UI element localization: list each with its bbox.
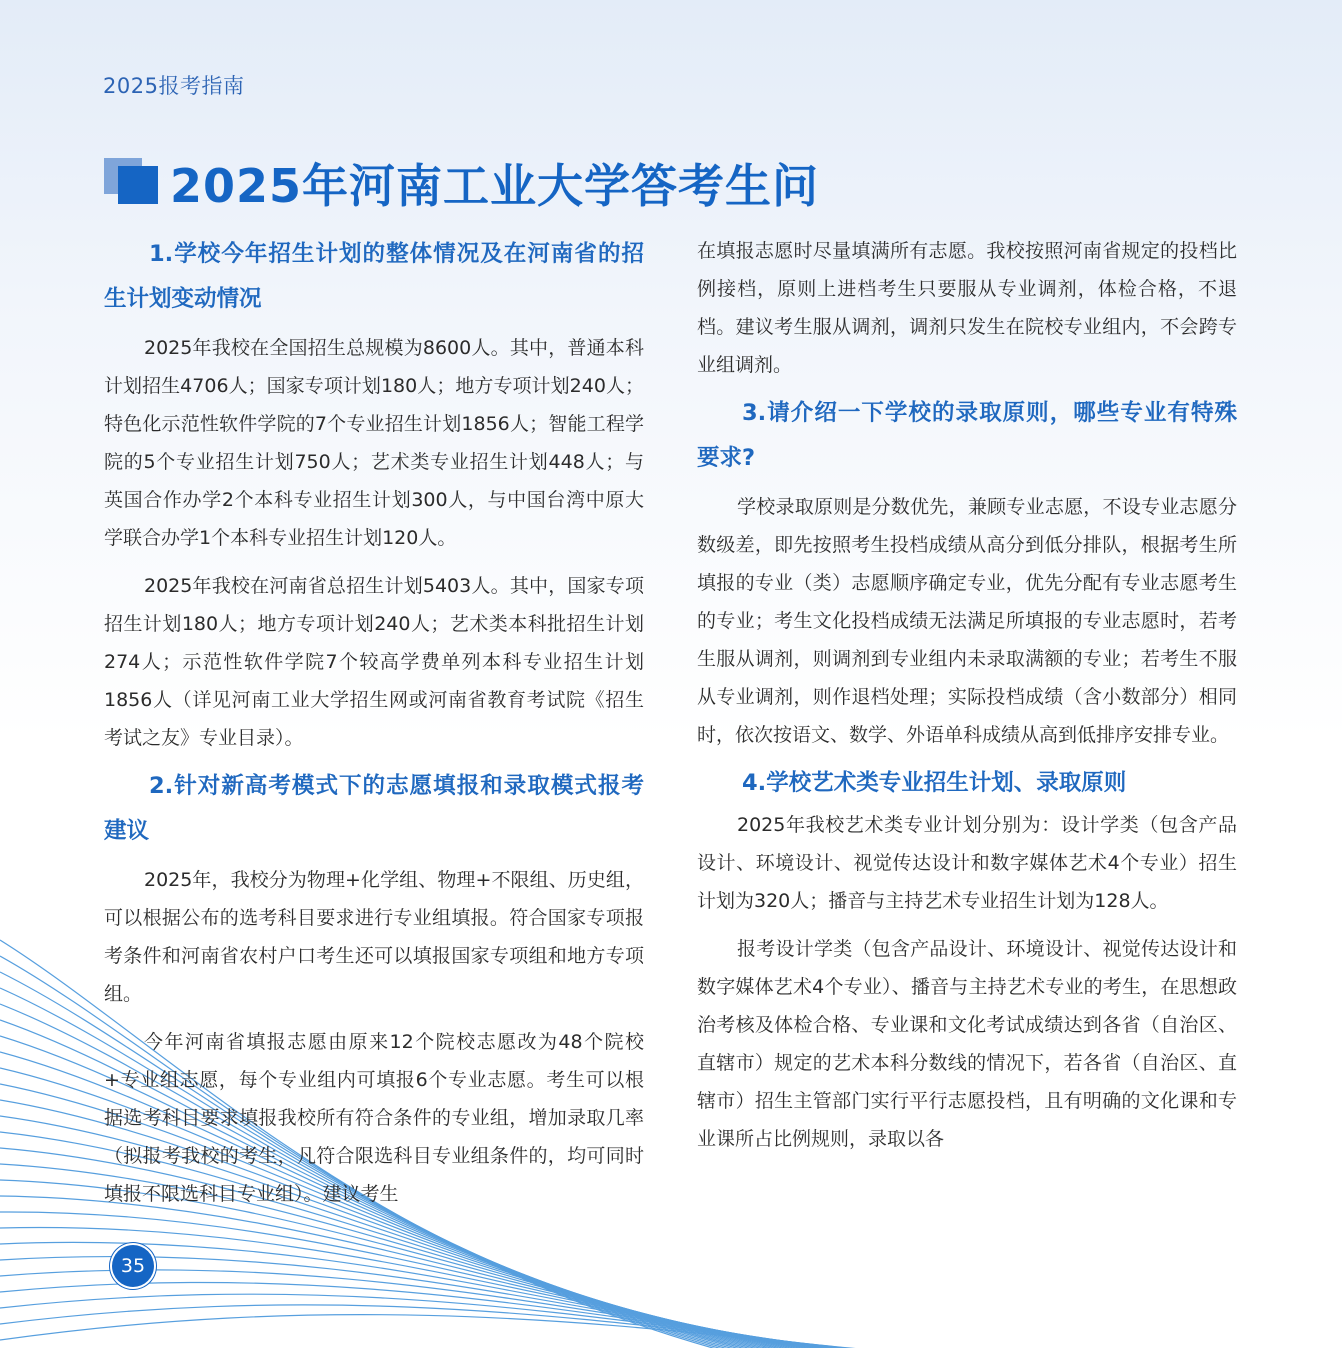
section-4-paragraph-1: 2025年我校艺术类专业计划分别为：设计学类（包含产品设计、环境设计、视觉传达设计和数字媒体艺术4个专业）招生计划为320人；播音与主持艺术专业招生计划为128人。 bbox=[697, 814, 1237, 912]
section-2-paragraph-2-continued: 在填报志愿时尽量填满所有志愿。我校按照河南省规定的投档比例接档，原则上进档考生只要服从专业调剂，体检合格，不退档。建议考生服从调剂，调剂只发生在院校专业组内，不会跨专业组调剂。 bbox=[697, 240, 1237, 376]
section-2-heading: 2.针对新高考模式下的志愿填报和录取模式报考建议 bbox=[104, 773, 644, 844]
wave-line bbox=[0, 1315, 870, 1348]
section-3-heading: 3.请介绍一下学校的录取原则，哪些专业有特殊要求? bbox=[697, 400, 1237, 471]
title-square-icon bbox=[104, 158, 160, 204]
right-column bbox=[697, 232, 1237, 1158]
section-4-heading: 4.学校艺术类专业招生计划、录取原则 bbox=[742, 770, 1127, 796]
wave-line bbox=[0, 1305, 864, 1348]
section-2-paragraph-1: 2025年，我校分为物理+化学组、物理+不限组、历史组，可以根据公布的选考科目要求进行专业组填报。符合国家专项报考条件和河南省农村户口考生还可以填报国家专项组和地方专项组。 bbox=[104, 869, 644, 1005]
left-column bbox=[104, 232, 644, 1213]
page-title: 2025年河南工业大学答考生问 bbox=[170, 159, 820, 213]
section-2-paragraph-2: 今年河南省填报志愿由原来12个院校志愿改为48个院校+专业组志愿，每个专业组内可填报6个专业志愿。考生可以根据选考科目要求填报我校所有符合条件的专业组，增加录取几率（拟报考我校的考生，凡符合限选科目专业组条件的，均可同时填报不限选科目专业组）。建议考生 bbox=[104, 1031, 644, 1205]
page-number-badge: 35 bbox=[112, 1245, 154, 1287]
wave-line bbox=[0, 1294, 858, 1348]
section-1-paragraph-2: 2025年我校在河南省总招生计划5403人。其中，国家专项招生计划180人；地方专项计划240人；艺术类本科批招生计划274人；示范性软件学院7个较高学费单列本科专业招生计划1856人（详见河南工业大学招生网或河南省教育考试院《招生考试之友》专业目录）。 bbox=[104, 575, 644, 749]
wave-line bbox=[0, 1282, 852, 1348]
running-head: 2025报考指南 bbox=[103, 74, 245, 98]
section-3-paragraph-1: 学校录取原则是分数优先，兼顾专业志愿，不设专业志愿分数级差，即先按照考生投档成绩从高分到低分排队，根据考生所填报的专业（类）志愿顺序确定专业，优先分配有专业志愿考生的专业；考生文化投档成绩无法满足所填报的专业志愿时，若考生服从调剂，则调剂到专业组内未录取满额的专业；若考生不服从专业调剂，则作退档处理；实际投档成绩（含小数部分）相同时，依次按语文、数学、外语单科成绩从高到低排序安排专业。 bbox=[697, 496, 1237, 746]
section-4-paragraph-2: 报考设计学类（包含产品设计、环境设计、视觉传达设计和数字媒体艺术4个专业）、播音与主持艺术专业的考生，在思想政治考核及体检合格、专业课和文化考试成绩达到各省（自治区、直辖市）规定的艺术本科分数线的情况下，若各省（自治区、直辖市）招生主管部门实行平行志愿投档，且有明确的文化课和专业课所占比例规则，录取以各 bbox=[697, 938, 1237, 1150]
section-1-paragraph-1: 2025年我校在全国招生总规模为8600人。其中，普通本科计划招生4706人；国家专项计划180人；地方专项计划240人；特色化示范性软件学院的7个专业招生计划1856人；智能工程学院的5个专业招生计划750人；艺术类专业招生计划448人；与英国合作办学2个本科专业招生计划300人，与中国台湾中原大学联合办学1个本科专业招生计划120人。 bbox=[104, 337, 644, 549]
section-1-heading: 1.学校今年招生计划的整体情况及在河南省的招生计划变动情况 bbox=[104, 241, 644, 312]
